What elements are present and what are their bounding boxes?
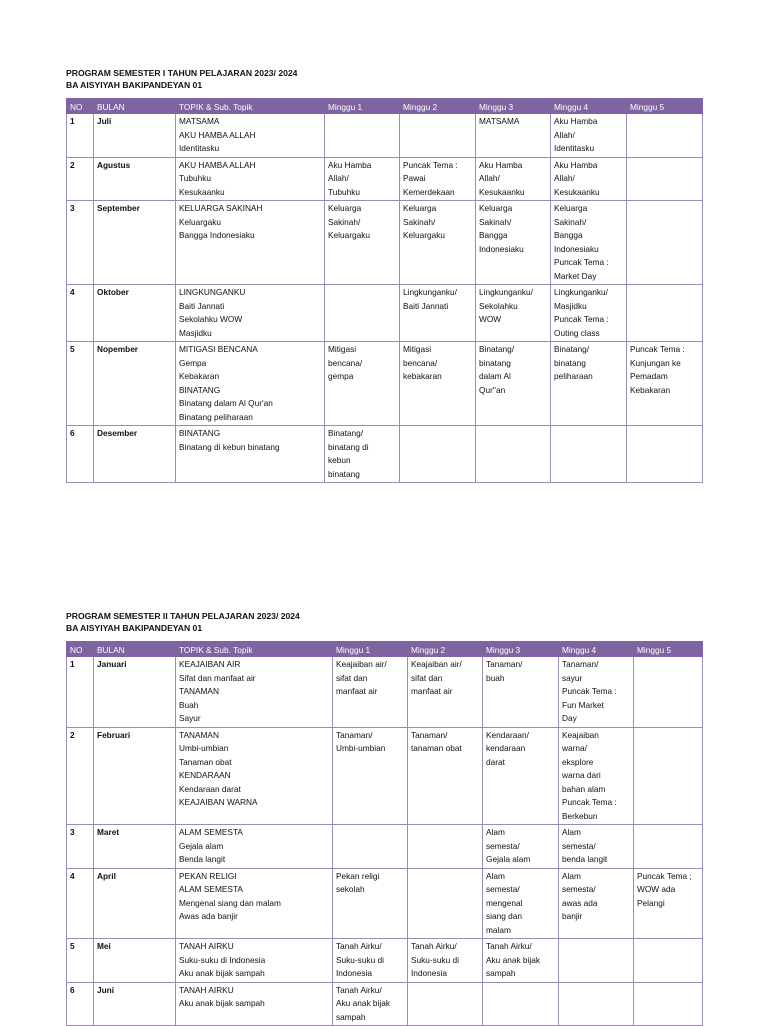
table-row <box>67 727 703 825</box>
table-cell: 6 <box>67 982 94 1026</box>
table-cell <box>408 825 483 869</box>
table-cell: Tanaman/ buah <box>483 657 559 728</box>
table-cell: 2 <box>67 727 94 825</box>
table-cell: Maret <box>94 825 176 869</box>
table-cell: Pekan religi sekolah <box>333 868 408 939</box>
table-row <box>67 285 703 342</box>
semester-2-title: PROGRAM SEMESTER II TAHUN PELAJARAN 2023/ 2024 <box>66 611 300 621</box>
table-cell: AKU HAMBA ALLAH Tubuhku Kesukaanku <box>176 157 325 201</box>
table-cell: Tanah Airku/ Aku anak bijak sampah <box>333 982 408 1026</box>
column-header: Minggu 2 <box>408 642 483 657</box>
column-header: Minggu 2 <box>400 99 476 114</box>
table-cell: Tanaman/ sayur Puncak Tema : Fun Market Day <box>559 657 634 728</box>
table-cell <box>559 939 634 983</box>
table-cell <box>627 201 703 285</box>
table-cell: Alam semesta/ Gejala alam <box>483 825 559 869</box>
table-cell <box>634 727 703 825</box>
table-cell: TANAH AIRKU Suku-suku di Indonesia Aku anak bijak sampah <box>176 939 333 983</box>
table-cell: Binatang/ binatang di kebun binatang <box>325 426 400 483</box>
semester-1-school: BA AISYIYAH BAKIPANDEYAN 01 <box>66 80 203 90</box>
table-cell: Aku Hamba Allah/ Kesukaanku <box>476 157 551 201</box>
table-cell: Keajaiban warna/ eksplore warna dari bahan alam Puncak Tema : Berkebun <box>559 727 634 825</box>
column-header: Minggu 1 <box>325 99 400 114</box>
table-row <box>67 114 703 158</box>
table-cell <box>551 426 627 483</box>
column-header: NO <box>67 99 94 114</box>
table-cell: 2 <box>67 157 94 201</box>
table-header-row <box>67 642 703 657</box>
table-cell <box>476 426 551 483</box>
table-cell: Binatang/ binatang peliharaan <box>551 342 627 426</box>
table-row <box>67 426 703 483</box>
table-cell <box>408 982 483 1026</box>
table-header-row <box>67 99 703 114</box>
table-cell: Alam semesta/ awas ada banjir <box>559 868 634 939</box>
table-cell: Lingkunganku/ Baiti Jannati <box>400 285 476 342</box>
table-cell <box>333 825 408 869</box>
column-header: Minggu 5 <box>627 99 703 114</box>
table-row <box>67 157 703 201</box>
table-cell: Keajaiban air/ sifat dan manfaat air <box>408 657 483 728</box>
table-cell: 1 <box>67 114 94 158</box>
table-cell: Keluarga Sakinah/ Bangga Indonesiaku <box>476 201 551 285</box>
table-cell: Mei <box>94 939 176 983</box>
table-cell <box>559 982 634 1026</box>
table-cell: Agustus <box>94 157 176 201</box>
column-header: Minggu 4 <box>551 99 627 114</box>
table-cell: PEKAN RELIGI ALAM SEMESTA Mengenal siang dan malam Awas ada banjir <box>176 868 333 939</box>
table-row <box>67 982 703 1026</box>
table-cell: Oktober <box>94 285 176 342</box>
table-cell <box>627 114 703 158</box>
table-row <box>67 342 703 426</box>
column-header: TOPIK & Sub. Topik <box>176 99 325 114</box>
table-cell <box>627 426 703 483</box>
table-cell: Juni <box>94 982 176 1026</box>
table-cell: Kendaraan/ kendaraan darat <box>483 727 559 825</box>
semester-2-table <box>66 641 703 1026</box>
table-cell: Tanaman/ Umbi-umbian <box>333 727 408 825</box>
column-header: Minggu 3 <box>483 642 559 657</box>
table-cell <box>408 868 483 939</box>
table-cell: Keluarga Sakinah/ Keluargaku <box>400 201 476 285</box>
table-cell: ALAM SEMESTA Gejala alam Benda langit <box>176 825 333 869</box>
column-header: Minggu 1 <box>333 642 408 657</box>
table-cell <box>483 982 559 1026</box>
table-cell: Aku Hamba Allah/ Kesukaanku <box>551 157 627 201</box>
table-cell: MATSAMA <box>476 114 551 158</box>
table-cell: 3 <box>67 825 94 869</box>
table-cell: MATSAMA AKU HAMBA ALLAH Identitasku <box>176 114 325 158</box>
table-cell: KELUARGA SAKINAH Keluargaku Bangga Indonesiaku <box>176 201 325 285</box>
table-cell: 1 <box>67 657 94 728</box>
table-cell <box>325 114 400 158</box>
table-row <box>67 868 703 939</box>
table-cell: Januari <box>94 657 176 728</box>
column-header: Minggu 5 <box>634 642 703 657</box>
table-cell <box>400 426 476 483</box>
table-cell: Mitigasi bencana/ gempa <box>325 342 400 426</box>
table-cell <box>634 982 703 1026</box>
column-header: BULAN <box>94 99 176 114</box>
table-cell: 5 <box>67 939 94 983</box>
table-cell: Keajaiban air/ sifat dan manfaat air <box>333 657 408 728</box>
table-cell <box>634 825 703 869</box>
table-cell <box>325 285 400 342</box>
table-row <box>67 825 703 869</box>
table-cell: 6 <box>67 426 94 483</box>
table-cell: Nopember <box>94 342 176 426</box>
table-cell: TANAMAN Umbi-umbian Tanaman obat KENDARAAN Kendaraan darat KEAJAIBAN WARNA <box>176 727 333 825</box>
table-row <box>67 657 703 728</box>
table-cell: Binatang/ binatang dalam Al Qur''an <box>476 342 551 426</box>
table-cell <box>634 657 703 728</box>
table-cell: Desember <box>94 426 176 483</box>
table-cell: 3 <box>67 201 94 285</box>
column-header: NO <box>67 642 94 657</box>
table-cell: Juli <box>94 114 176 158</box>
table-cell: 4 <box>67 285 94 342</box>
column-header: TOPIK & Sub. Topik <box>176 642 333 657</box>
semester-2-section <box>66 610 702 1026</box>
table-cell <box>627 285 703 342</box>
table-cell: Puncak Tema ; WOW ada Pelangi <box>634 868 703 939</box>
table-cell: Tanaman/ tanaman obat <box>408 727 483 825</box>
table-cell: TANAH AIRKU Aku anak bijak sampah <box>176 982 333 1026</box>
semester-2-school: BA AISYIYAH BAKIPANDEYAN 01 <box>66 623 203 633</box>
table-cell: April <box>94 868 176 939</box>
semester-1-title: PROGRAM SEMESTER I TAHUN PELAJARAN 2023/ 2024 <box>66 68 298 78</box>
table-cell <box>400 114 476 158</box>
table-cell: Alam semesta/ benda langit <box>559 825 634 869</box>
table-row <box>67 939 703 983</box>
table-cell: Keluarga Sakinah/ Keluargaku <box>325 201 400 285</box>
table-cell: Tanah Airku/ Suku-suku di Indonesia <box>408 939 483 983</box>
table-cell <box>634 939 703 983</box>
table-cell: Lingkunganku/ Sekolahku WOW <box>476 285 551 342</box>
table-cell <box>627 157 703 201</box>
table-cell: 4 <box>67 868 94 939</box>
table-cell: Keluarga Sakinah/ Bangga Indonesiaku Puncak Tema : Market Day <box>551 201 627 285</box>
table-cell: LINGKUNGANKU Baiti Jannati Sekolahku WOW Masjidku <box>176 285 325 342</box>
table-cell: Aku Hamba Allah/ Tubuhku <box>325 157 400 201</box>
table-cell: Aku Hamba Allah/ Identitasku <box>551 114 627 158</box>
column-header: Minggu 3 <box>476 99 551 114</box>
table-cell: September <box>94 201 176 285</box>
table-cell: KEAJAIBAN AIR Sifat dan manfaat air TANAMAN Buah Sayur <box>176 657 333 728</box>
table-cell: Puncak Tema : Kunjungan ke Pemadam Kebakaran <box>627 342 703 426</box>
column-header: Minggu 4 <box>559 642 634 657</box>
table-cell: MITIGASI BENCANA Gempa Kebakaran BINATANG Binatang dalam Al Qur'an Binatang peliharaan <box>176 342 325 426</box>
table-cell: Tanah Airku/ Suku-suku di Indonesia <box>333 939 408 983</box>
table-cell: 5 <box>67 342 94 426</box>
table-cell: Tanah Airku/ Aku anak bijak sampah <box>483 939 559 983</box>
semester-1-table <box>66 98 703 483</box>
table-cell: Februari <box>94 727 176 825</box>
table-cell: Mitigasi bencana/ kebakaran <box>400 342 476 426</box>
table-cell: Alam semesta/ mengenal siang dan malam <box>483 868 559 939</box>
column-header: BULAN <box>94 642 176 657</box>
table-cell: BINATANG Binatang di kebun binatang <box>176 426 325 483</box>
table-cell: Puncak Tema : Pawai Kemerdekaan <box>400 157 476 201</box>
table-row <box>67 201 703 285</box>
semester-1-section <box>66 67 702 483</box>
table-cell: Lingkunganku/ Masjidku Puncak Tema : Outing class <box>551 285 627 342</box>
